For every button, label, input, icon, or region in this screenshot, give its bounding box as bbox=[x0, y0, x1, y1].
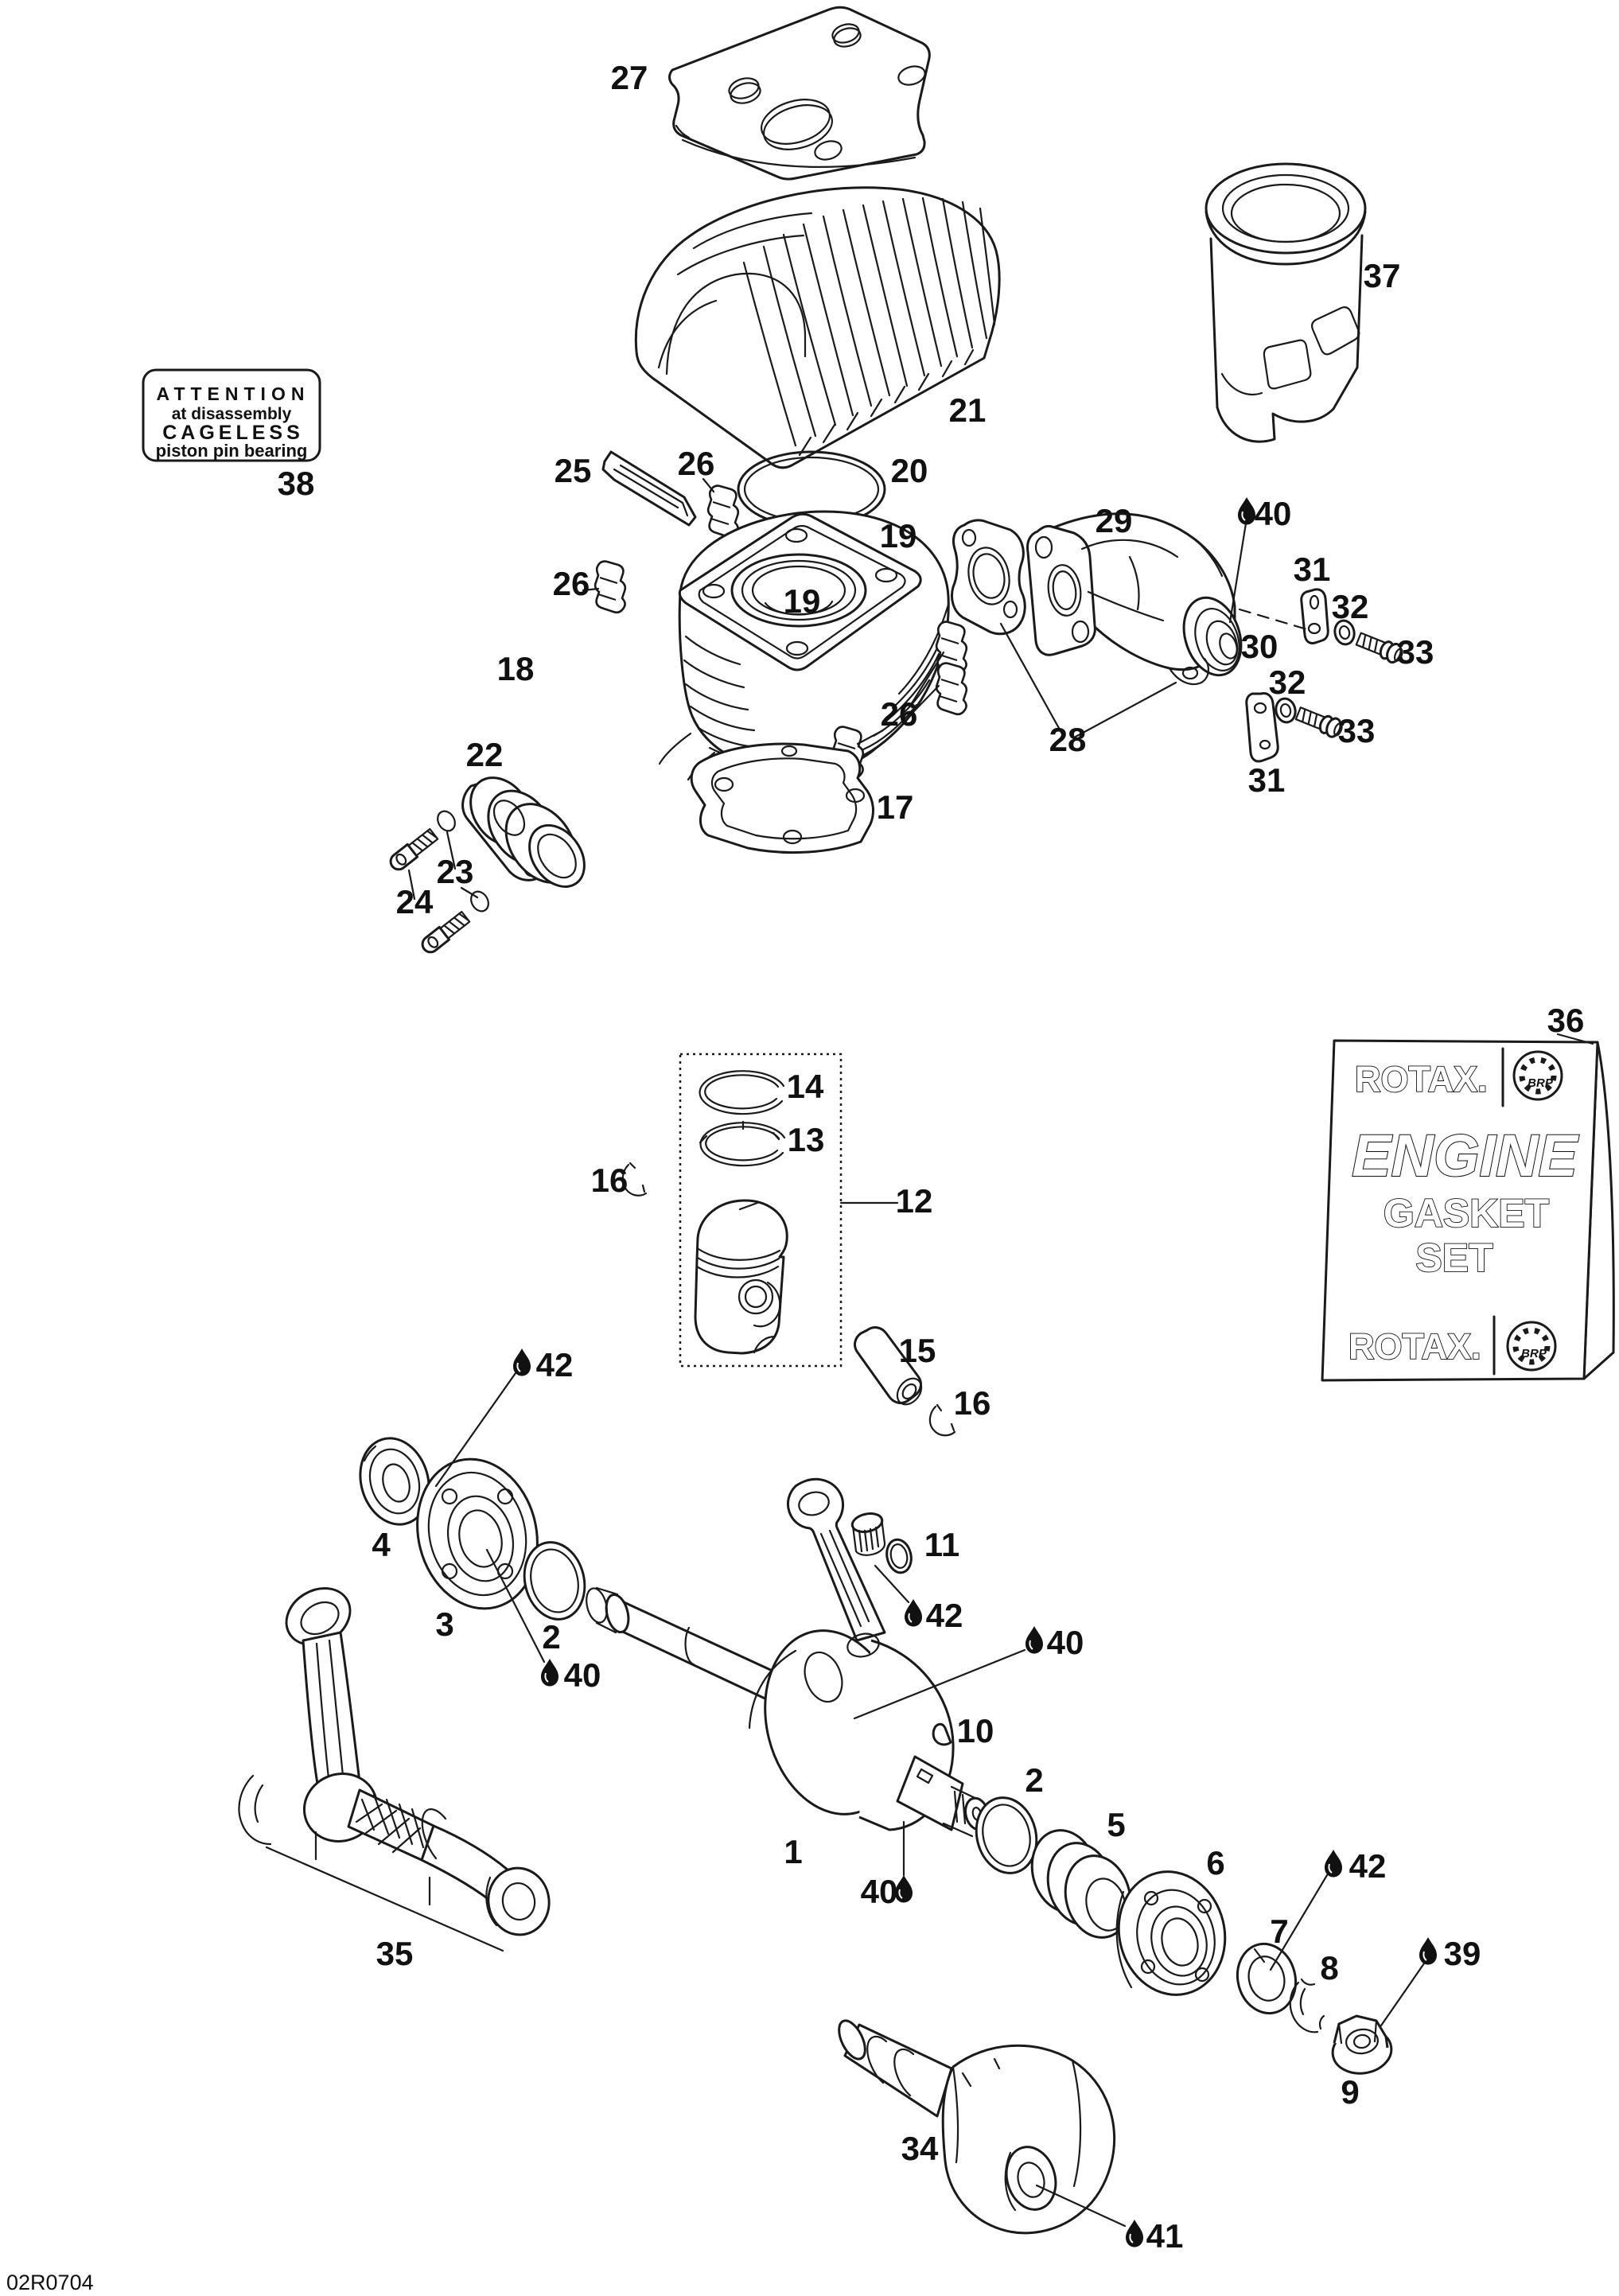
callout-19-21: 19 bbox=[783, 582, 821, 620]
cylinder-head-21 bbox=[636, 188, 999, 468]
callout-33-39: 33 bbox=[1396, 633, 1434, 671]
oil-drop-icon bbox=[513, 1348, 531, 1376]
socket-screw-24-upper bbox=[387, 827, 438, 872]
callout-24-26: 24 bbox=[395, 883, 434, 920]
oil-drop-icon bbox=[1419, 1937, 1437, 1965]
callout-40-48: 40 bbox=[563, 1656, 601, 1694]
callout-2-2: 2 bbox=[1025, 1761, 1044, 1799]
box-subtitle-1: GASKET bbox=[1383, 1191, 1550, 1236]
box-subtitle-2: SET bbox=[1415, 1236, 1493, 1280]
balance-shaft-34 bbox=[834, 2017, 1115, 2233]
hex-nut-9 bbox=[1329, 2016, 1394, 2077]
piston-ring-13 bbox=[700, 1122, 784, 1166]
bracket-31-lower bbox=[1247, 694, 1278, 761]
callout-40-49: 40 bbox=[1046, 1624, 1084, 1661]
callout-20-22: 20 bbox=[890, 452, 928, 489]
callout-5-5: 5 bbox=[1107, 1806, 1126, 1843]
piston-12 bbox=[695, 1201, 787, 1353]
callout-12-12: 12 bbox=[895, 1182, 933, 1220]
callout-29-33: 29 bbox=[1095, 502, 1133, 539]
head-gasket-27 bbox=[670, 7, 930, 179]
page-code: 02R0704 bbox=[6, 2271, 94, 2294]
gasket-set-box-36 bbox=[1322, 1041, 1613, 1380]
callout-13-13: 13 bbox=[787, 1121, 825, 1158]
seal-ring-23-upper bbox=[434, 808, 458, 835]
box-title: ENGINE bbox=[1352, 1123, 1578, 1189]
balance-lever-35 bbox=[239, 1577, 554, 1951]
oil-drop-icon bbox=[1025, 1626, 1043, 1654]
oil-drop-icon bbox=[1238, 497, 1255, 525]
callout-30-34: 30 bbox=[1240, 628, 1278, 665]
callout-40-47: 40 bbox=[1254, 495, 1292, 532]
callout-17-18: 17 bbox=[876, 788, 914, 826]
callout-9-9: 9 bbox=[1341, 2073, 1360, 2111]
exhaust-manifold-29 bbox=[1028, 514, 1251, 684]
intake-socket-22 bbox=[458, 766, 596, 897]
circlip-16-lower bbox=[930, 1405, 955, 1435]
callout-25-27: 25 bbox=[554, 452, 592, 489]
callout-4-4: 4 bbox=[372, 1526, 391, 1563]
callout-1-0: 1 bbox=[784, 1833, 803, 1870]
callout-11-11: 11 bbox=[924, 1526, 960, 1563]
callout-7-7: 7 bbox=[1270, 1913, 1289, 1950]
exhaust-gasket-28 bbox=[952, 520, 1025, 634]
callout-42-52: 42 bbox=[535, 1346, 574, 1383]
callout-40-50: 40 bbox=[860, 1873, 898, 1910]
attention-line-4: piston pin bearing bbox=[155, 441, 308, 461]
callout-38-45: 38 bbox=[277, 465, 315, 502]
callout-3-3: 3 bbox=[435, 1605, 454, 1643]
callout-6-6: 6 bbox=[1206, 1844, 1225, 1882]
callout-18-19: 18 bbox=[496, 650, 535, 687]
callout-41-51: 41 bbox=[1146, 2217, 1184, 2255]
callout-42-54: 42 bbox=[1349, 1847, 1387, 1885]
callout-28-32: 28 bbox=[1049, 721, 1087, 758]
callout-14-14: 14 bbox=[786, 1068, 824, 1105]
callout-19-20: 19 bbox=[879, 517, 917, 555]
rotax-brand-top: ROTAX. bbox=[1355, 1059, 1488, 1099]
oil-drop-icon bbox=[541, 1659, 558, 1687]
cylinder-sleeve-37 bbox=[1206, 164, 1365, 442]
attention-line-3: CAGELESS bbox=[162, 422, 304, 444]
callout-23-25: 23 bbox=[436, 853, 474, 890]
rubber-mount-26-top bbox=[708, 486, 738, 537]
attention-line-1: ATTENTION bbox=[156, 383, 310, 404]
rubber-mount-26-left bbox=[595, 562, 625, 613]
rotax-brand-bottom: ROTAX. bbox=[1349, 1326, 1481, 1367]
callout-26-29: 26 bbox=[552, 565, 590, 602]
rubber-mount-26-right-2 bbox=[936, 664, 967, 714]
callout-34-41: 34 bbox=[901, 2130, 939, 2167]
oil-drop-icon bbox=[905, 1599, 922, 1627]
callout-32-38: 32 bbox=[1268, 664, 1306, 701]
callout-32-37: 32 bbox=[1331, 588, 1369, 625]
callout-16-17: 16 bbox=[953, 1384, 991, 1422]
callout-2-1: 2 bbox=[542, 1618, 561, 1656]
callout-33-40: 33 bbox=[1337, 712, 1376, 749]
svg-text:BRP: BRP bbox=[1521, 1347, 1547, 1360]
callout-22-24: 22 bbox=[465, 736, 504, 773]
callout-26-28: 26 bbox=[677, 445, 715, 482]
svg-text:BRP: BRP bbox=[1528, 1076, 1553, 1090]
callout-15-15: 15 bbox=[898, 1332, 936, 1369]
oil-drop-icon bbox=[1325, 1850, 1342, 1878]
circlip-8 bbox=[1290, 1979, 1324, 2032]
callout-37-44: 37 bbox=[1363, 257, 1401, 294]
callout-42-53: 42 bbox=[925, 1597, 963, 1634]
callout-31-35: 31 bbox=[1293, 551, 1331, 588]
attention-line-2: at disassembly bbox=[171, 405, 292, 423]
bracket-31-upper bbox=[1302, 590, 1328, 644]
lock-washer-7 bbox=[1230, 1938, 1302, 2020]
callout-16-16: 16 bbox=[590, 1162, 629, 1199]
oil-drop-icon bbox=[1126, 2220, 1143, 2247]
base-gasket-17 bbox=[691, 744, 873, 853]
callout-35-42: 35 bbox=[376, 1935, 414, 1972]
callout-26-30: 26 bbox=[880, 695, 918, 733]
callout-8-8: 8 bbox=[1320, 1949, 1339, 1987]
callout-10-10: 10 bbox=[956, 1712, 994, 1749]
attention-label-38 bbox=[143, 370, 320, 461]
callout-36-43: 36 bbox=[1547, 1002, 1585, 1039]
callout-27-31: 27 bbox=[610, 59, 648, 96]
callout-39-46: 39 bbox=[1443, 1935, 1481, 1972]
callout-21-23: 21 bbox=[948, 391, 987, 429]
callout-31-36: 31 bbox=[1247, 761, 1286, 799]
seal-ring-23-lower bbox=[468, 889, 492, 915]
piston-ring-14 bbox=[700, 1071, 784, 1114]
needle-cage-11 bbox=[850, 1511, 914, 1574]
